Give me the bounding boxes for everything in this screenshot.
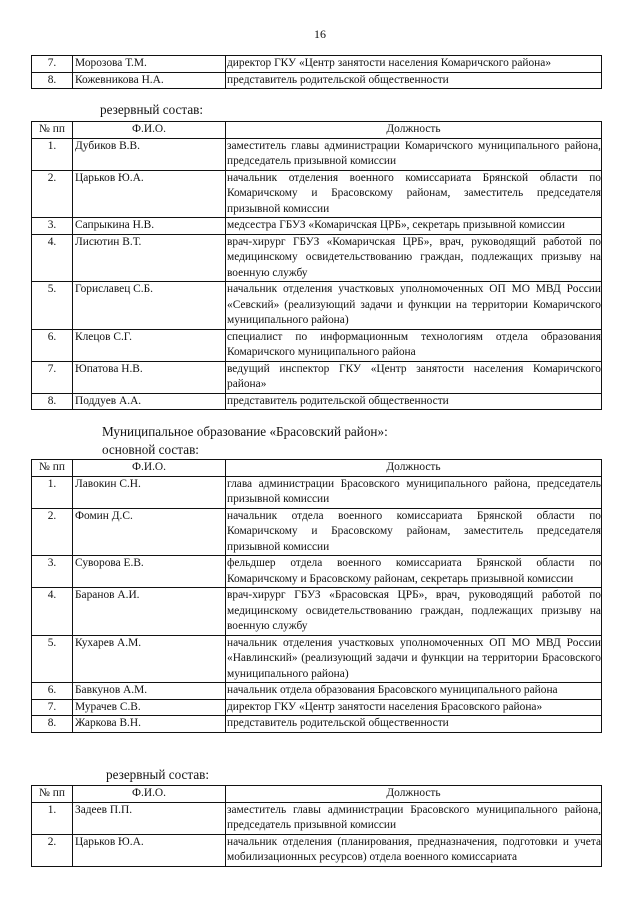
row-position: врач-хирург ГБУЗ «Брасовская ЦРБ», врач, руководящий работой по медицинскому освидетельствованию граждан, подлежащих призыву на военную службу: [226, 588, 602, 636]
row-number: 2.: [32, 508, 73, 556]
row-name: Фомин Д.С.: [73, 508, 226, 556]
brasovo-main-caption: основной состав:: [102, 442, 199, 457]
header-position: Должность: [226, 122, 602, 139]
brasovo-reserve-caption: резервный состав:: [106, 767, 210, 782]
row-position: ведущий инспектор ГКУ «Центр занятости населения Комаричского района»: [226, 361, 602, 393]
row-number: 6.: [32, 329, 73, 361]
table-header-row: [32, 122, 602, 139]
header-name: Ф.И.О.: [73, 786, 226, 803]
row-name: Мурачев С.В.: [73, 699, 226, 716]
row-position: начальник отдела военного комиссариата Брянской области по Комаричскому и Брасовскому районам, заместитель председателя призывной комиссии: [226, 508, 602, 556]
row-position: директор ГКУ «Центр занятости населения Брасовского района»: [226, 699, 602, 716]
row-name: Бавкунов А.М.: [73, 683, 226, 700]
row-number: 2.: [32, 170, 73, 218]
komarichi-reserve-caption: резервный состав:: [100, 102, 204, 117]
row-number: 6.: [32, 683, 73, 700]
row-name: Царьков Ю.А.: [73, 834, 226, 866]
table-row: [32, 218, 602, 235]
table-header-row: [32, 786, 602, 803]
row-name: Кухарев А.М.: [73, 635, 226, 683]
table-row: [32, 329, 602, 361]
row-name: Дубиков В.В.: [73, 138, 226, 170]
row-number: 1.: [32, 138, 73, 170]
row-number: 3.: [32, 556, 73, 588]
row-position: начальник отделения участковых уполномоченных ОП МО МВД России «Навлинский» (реализующий задачи и функции на территории Брасовского муниципального района): [226, 635, 602, 683]
header-position: Должность: [226, 460, 602, 477]
table-row: [32, 170, 602, 218]
table-brasovo-reserve: [31, 785, 602, 867]
table-komarichi-reserve: [31, 121, 602, 410]
row-name: Поддуев А.А.: [73, 393, 226, 410]
table-row: [32, 556, 602, 588]
row-number: 7.: [32, 699, 73, 716]
table-brasovo-main: [31, 459, 602, 733]
header-num: № пп: [32, 460, 73, 477]
row-position: начальник отделения участковых уполномоченных ОП МО МВД России «Севский» (реализующий задачи и функции на территории Комаричского муниципального района): [226, 282, 602, 330]
row-position: представитель родительской общественности: [226, 72, 602, 89]
table-row: [32, 683, 602, 700]
row-number: 8.: [32, 716, 73, 733]
row-name: Сапрыкина Н.В.: [73, 218, 226, 235]
table-row: [32, 393, 602, 410]
row-position: фельдшер отдела военного комиссариата Брянской области по Комаричскому и Брасовскому районам, секретарь призывной комиссии: [226, 556, 602, 588]
table-row: [32, 56, 602, 73]
table-row: [32, 635, 602, 683]
table-row: [32, 138, 602, 170]
table-row: [32, 508, 602, 556]
table-header-row: [32, 460, 602, 477]
header-num: № пп: [32, 786, 73, 803]
row-number: 1.: [32, 802, 73, 834]
row-name: Клецов С.Г.: [73, 329, 226, 361]
row-number: 7.: [32, 361, 73, 393]
row-name: Гориславец С.Б.: [73, 282, 226, 330]
header-position: Должность: [226, 786, 602, 803]
table-row: [32, 476, 602, 508]
row-name: Морозова Т.М.: [73, 56, 226, 73]
row-position: представитель родительской общественности: [226, 716, 602, 733]
row-position: начальник отделения (планирования, предназначения, подготовки и учета мобилизационных ресурсов) отдела военного комиссариата: [226, 834, 602, 866]
header-num: № пп: [32, 122, 73, 139]
row-name: Баранов А.И.: [73, 588, 226, 636]
table-row: [32, 361, 602, 393]
row-name: Жаркова В.Н.: [73, 716, 226, 733]
row-number: 8.: [32, 393, 73, 410]
table-top: [31, 55, 602, 89]
row-name: Юпатова Н.В.: [73, 361, 226, 393]
row-position: начальник отдела образования Брасовского муниципального района: [226, 683, 602, 700]
row-name: Лавокин С.Н.: [73, 476, 226, 508]
table-row: [32, 282, 602, 330]
row-name: Лисютин В.Т.: [73, 234, 226, 282]
row-position: заместитель главы администрации Брасовского муниципального района, председатель призывной комиссии: [226, 802, 602, 834]
table-row: [32, 72, 602, 89]
row-name: Суворова Е.В.: [73, 556, 226, 588]
row-name: Кожевникова Н.А.: [73, 72, 226, 89]
row-name: Царьков Ю.А.: [73, 170, 226, 218]
row-number: 5.: [32, 282, 73, 330]
row-name: Задеев П.П.: [73, 802, 226, 834]
header-name: Ф.И.О.: [73, 460, 226, 477]
row-number: 3.: [32, 218, 73, 235]
row-number: 4.: [32, 234, 73, 282]
row-position: врач-хирург ГБУЗ «Комаричская ЦРБ», врач, руководящий работой по медицинскому освидетельствованию граждан, подлежащих призыву на военную службу: [226, 234, 602, 282]
table-row: [32, 716, 602, 733]
row-position: директор ГКУ «Центр занятости населения Комаричского района»: [226, 56, 602, 73]
row-position: заместитель главы администрации Комаричского муниципального района, председатель призывной комиссии: [226, 138, 602, 170]
table-row: [32, 802, 602, 834]
row-position: глава администрации Брасовского муниципального района, председатель призывной комиссии: [226, 476, 602, 508]
row-position: медсестра ГБУЗ «Комаричская ЦРБ», секретарь призывной комиссии: [226, 218, 602, 235]
row-number: 7.: [32, 56, 73, 73]
row-number: 2.: [32, 834, 73, 866]
row-number: 8.: [32, 72, 73, 89]
row-position: представитель родительской общественности: [226, 393, 602, 410]
row-number: 5.: [32, 635, 73, 683]
row-position: специалист по информационным технологиям отдела образования Комаричского муниципального района: [226, 329, 602, 361]
page-number: 16: [314, 27, 326, 41]
row-number: 4.: [32, 588, 73, 636]
row-number: 1.: [32, 476, 73, 508]
brasovo-title: Муниципальное образование «Брасовский район»:: [102, 424, 388, 439]
table-row: [32, 699, 602, 716]
table-row: [32, 234, 602, 282]
table-row: [32, 834, 602, 866]
row-position: начальник отделения военного комиссариата Брянской области по Комаричскому и Брасовскому районам, заместитель председателя призывной комиссии: [226, 170, 602, 218]
header-name: Ф.И.О.: [73, 122, 226, 139]
table-row: [32, 588, 602, 636]
